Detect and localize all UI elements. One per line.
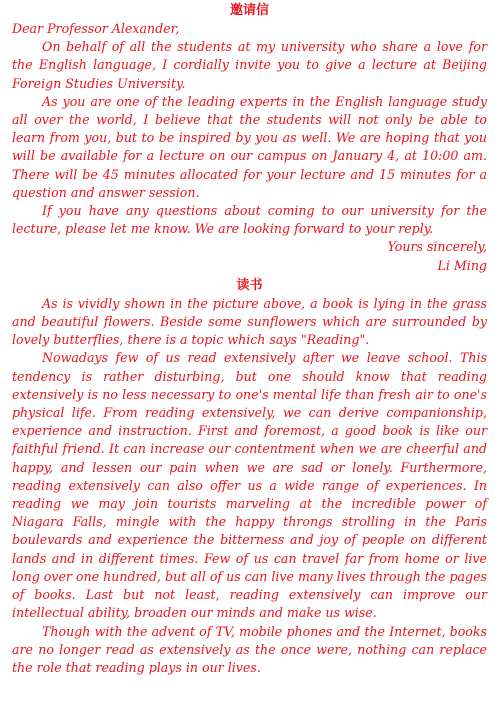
essay-title: 读书 — [236, 277, 263, 293]
letter-signature: Li Ming — [437, 257, 487, 273]
essay-paragraph: As is vividly shown in the picture above, a book is lying in the grass and beautiful flowers. Beside some sunflowers which are surrounded by lovely butterflies, there is a topic which says "Reading". — [12, 295, 487, 348]
letter-paragraph: If you have any questions about coming to our university for the lecture, please let me know. We are looking forward to your reply. — [12, 203, 487, 237]
letter-title: 邀请信 — [229, 3, 269, 18]
letter-closing: Yours sincerely, — [387, 239, 487, 255]
letter-salutation: Dear Professor Alexander, — [12, 21, 180, 36]
essay-paragraph: Though with the advent of TV, mobile phones and the Internet, books are no longer read as extensively as the once were, nothing can replace the role that reading plays in our lives. — [12, 623, 487, 675]
document-page — [12, 2, 487, 677]
letter-paragraph: As you are one of the leading experts in the English language study all over the world, I believe that the students will not only be able to learn from you, but to be inspired by you as well. We are hoping that you will be available for a lecture on our campus on January 4, at 10:00 am. There will be 45 minutes allocated for your lecture and 15 minutes for a question and answer session. — [12, 93, 487, 200]
essay-paragraph: Nowadays few of us read extensively after we leave school. This tendency is rather disturbing, but one should know that reading extensively is no less necessary to one's mental life than fresh air to one's physical life. From reading extensively, we can derive companionship, experience and instruction. First and foremost, a good book is like our faithful friend. It can increase our contentment when we are cheerful and happy, and lessen our pain when we are sad or lonely. Furthermore, reading extensively can also offer us a wide range of experiences. In reading we may join tourists marveling at the incredible power of Niagara Falls, mingle with the happy throngs strolling in the Paris boulevards and experience the bitterness and joy of people on different lands and in different times. Few of us can travel far from home or live long over one hundred, but all of us can live many lives through the pages of books. Last but not least, reading extensively can improve our intellectual ability, broaden our minds and make us wise. — [12, 350, 487, 621]
letter-paragraph: On behalf of all the students at my university who share a love for the English language, I cordially invite you to give a lecture at Beijing Foreign Studies University. — [12, 39, 487, 91]
